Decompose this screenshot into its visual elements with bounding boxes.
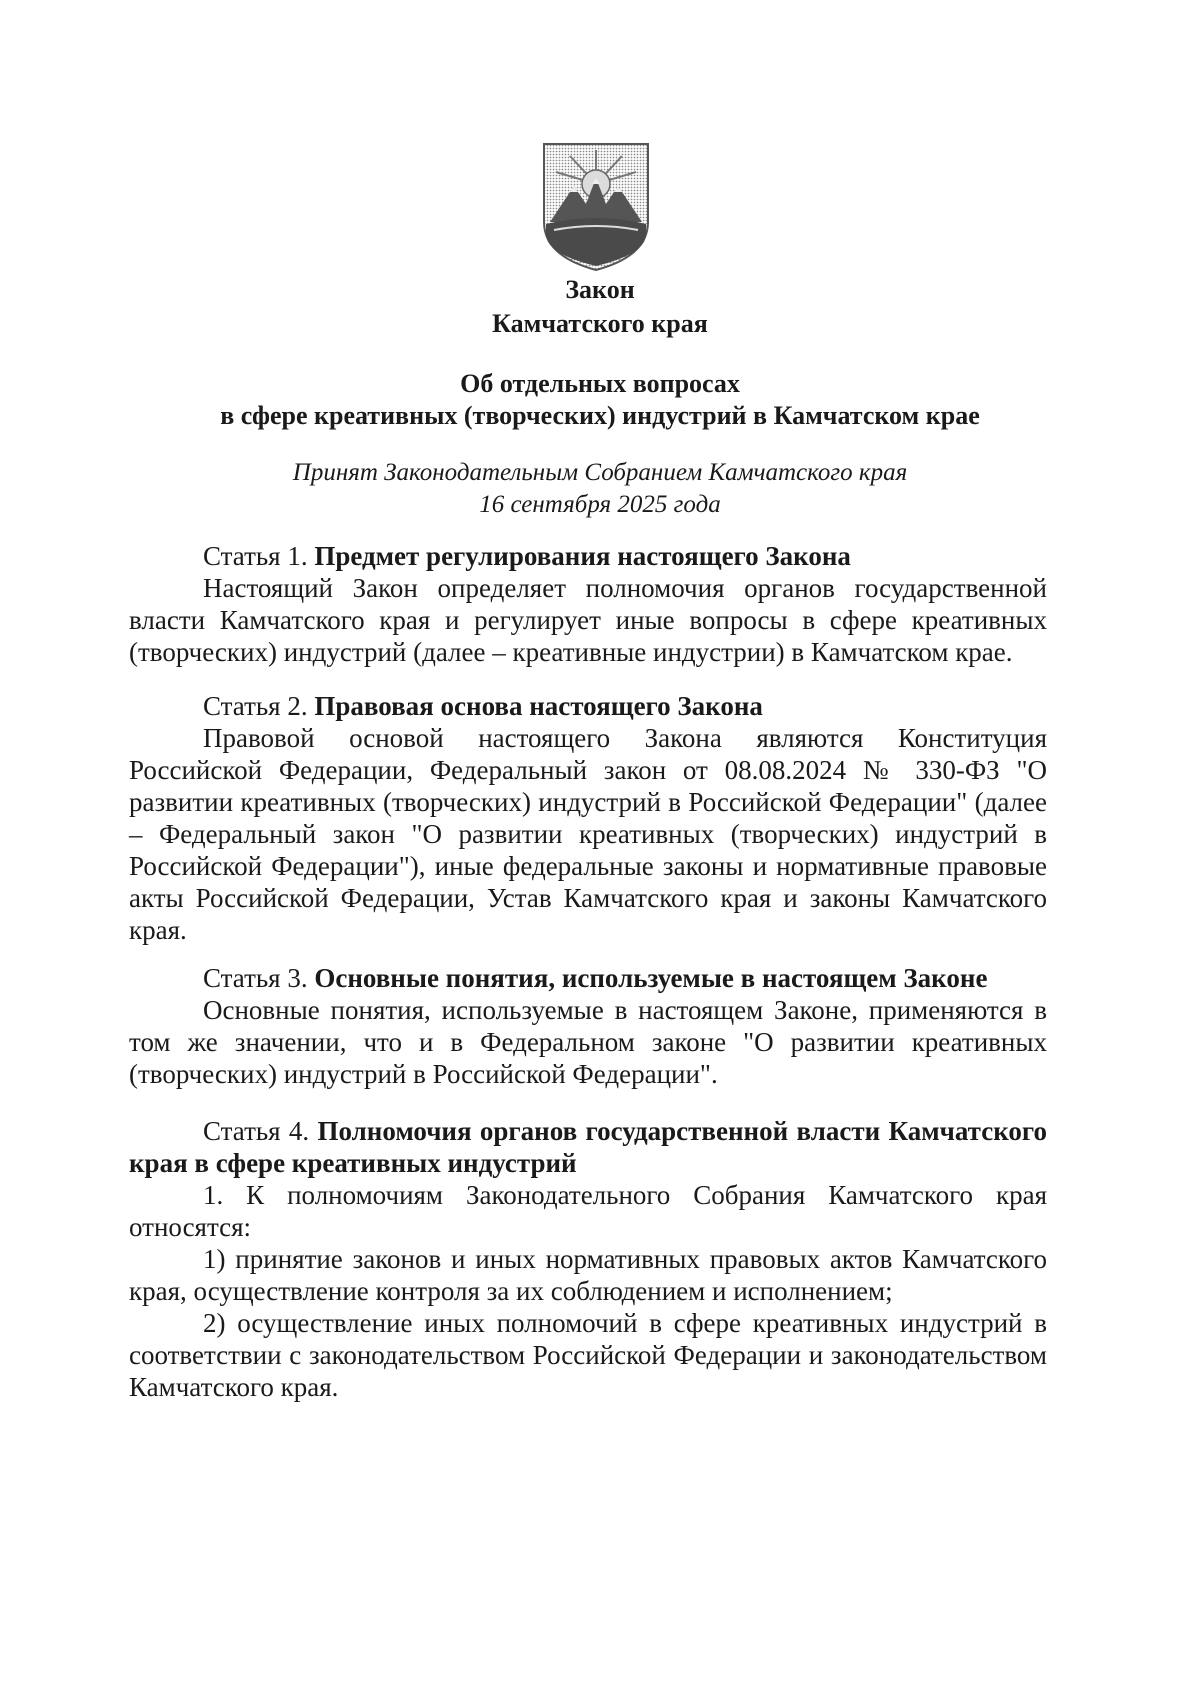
article-label: Статья 4. [203,1116,310,1146]
article-heading [129,962,1047,994]
article-label: Статья 2. [203,691,308,721]
list-item: 1) принятие законов и иных нормативных правовых актов Камчатского края, осуществление контроля за их соблюдением и исполнением; [129,1244,1047,1306]
article-3 [129,962,1047,1090]
article-4 [129,1115,1047,1403]
article-title: Полномочия органов государственной власти Камчатского края в сфере креативных индустрий [129,1116,1047,1178]
article-text: Основные понятия, используемые в настоящем Законе, применяются в том же значении, что и в Федеральном законе "О развитии креативных (творческих) индустрий в Российской Федерации". [129,995,1047,1089]
kamchatka-coat-of-arms-icon [540,138,652,274]
article-text: 1. К полномочиям Законодательного Собрания Камчатского края относятся: [129,1180,1047,1242]
list-item: 2) осуществление иных полномочий в сфере креативных индустрий в соответствии с законодательством Российской Федерации и законодательством Камчатского края. [129,1308,1047,1402]
law-type: Закон [565,275,635,304]
article-2 [129,690,1047,946]
article-heading [129,690,1047,722]
law-region: Камчатского края [492,309,708,338]
law-title-line-1: Об отдельных вопросах [460,369,740,398]
article-heading [129,1115,1047,1179]
article-text: Правовой основой настоящего Закона являются Конституция Российской Федерации, Федеральный закон от 08.08.2024 № 330-ФЗ "О развитии креативных (творческих) индустрий в Российской Федерации" (далее – Федеральный закон "О развитии креативных (творческих) индустрий в Российской Федерации"), иные федеральные законы и нормативные правовые акты Российской Федерации, Устав Камчатского края и законы Камчатского края. [129,723,1047,945]
article-1 [129,540,1047,668]
article-label: Статья 3. [203,963,308,993]
article-title: Правовая основа настоящего Закона [314,691,763,721]
article-label: Статья 1. [203,541,308,571]
article-title: Предмет регулирования настоящего Закона [314,541,851,571]
article-text: Настоящий Закон определяет полномочия органов государственной власти Камчатского края и регулирует иные вопросы в сфере креативных (творческих) индустрий (далее – креативные индустрии) в Камчатском крае. [129,573,1047,667]
article-heading [129,540,1047,572]
adopted-date: 16 сентября 2025 года [479,491,721,518]
law-title-line-2: в сфере креативных (творческих) индустрий в Камчатском крае [220,401,980,430]
article-title: Основные понятия, используемые в настоящем Законе [314,963,988,993]
adopted-by: Принят Законодательным Собранием Камчатского края [292,459,908,486]
